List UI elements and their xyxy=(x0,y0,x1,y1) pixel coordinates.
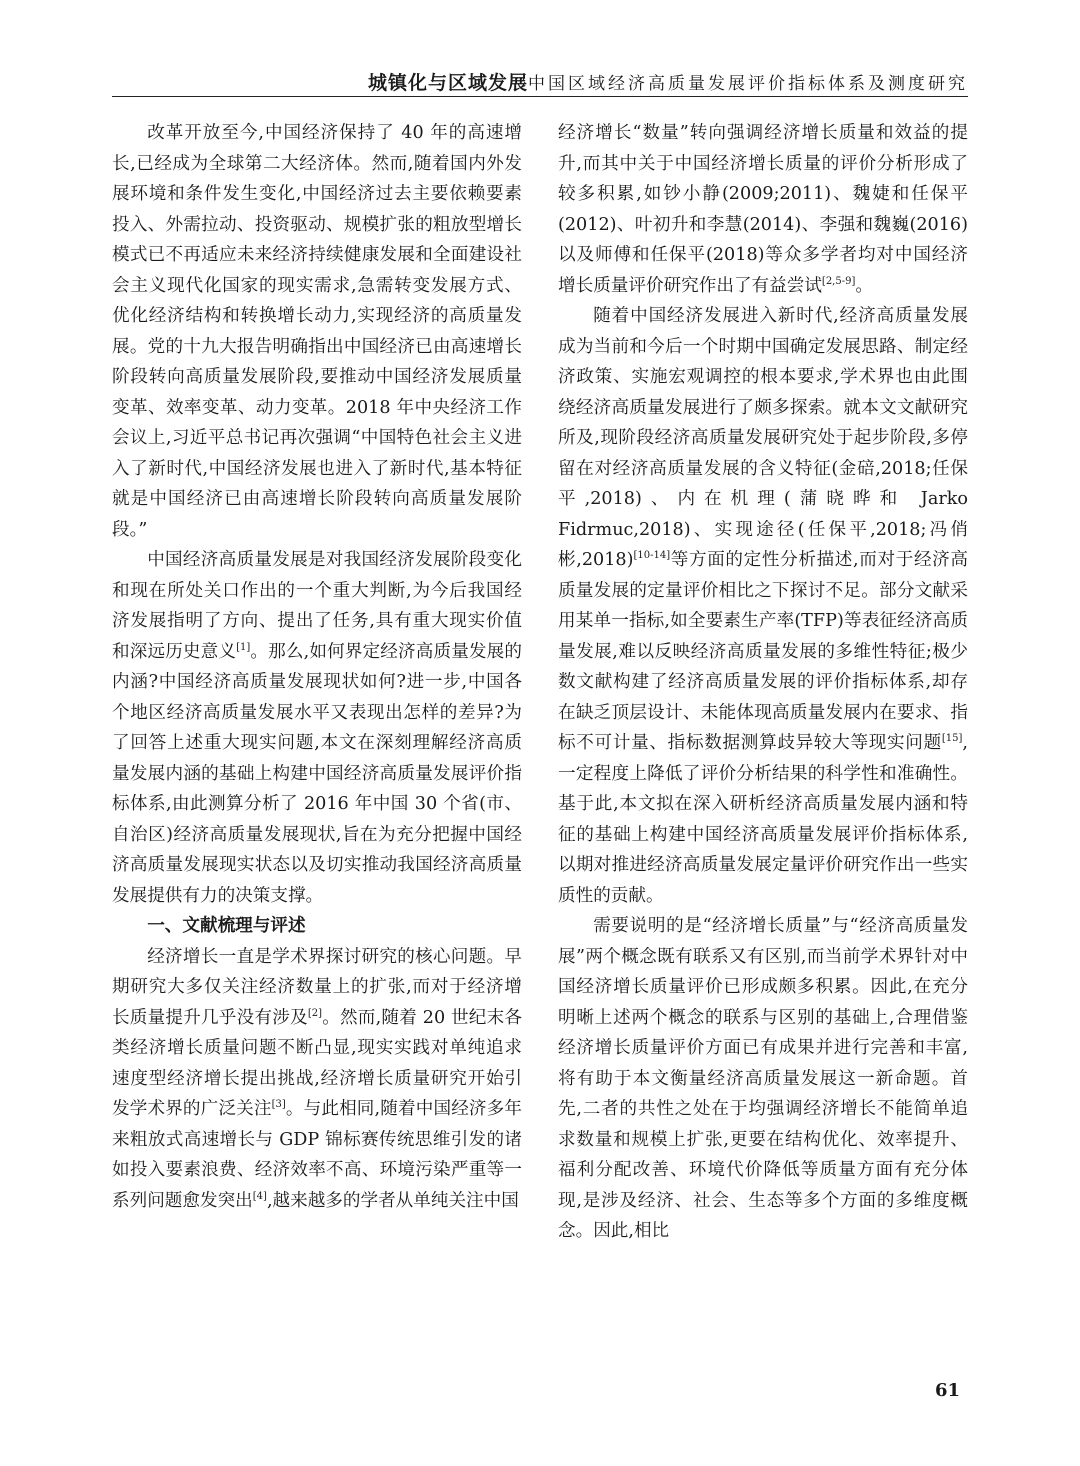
right-column xyxy=(558,118,968,1247)
paragraph: 中国经济高质量发展是对我国经济发展阶段变化和现在所处关口作出的一个重大判断,为今后我国经济发展指明了方向、提出了任务,具有重大现实价值和深远历史意义[1]。那么,如何界定经济高质量发展的内涵?中国经济高质量发展现状如何?进一步,中国各个地区经济高质量发展水平又表现出怎样的差异?为了回答上述重大现实问题,本文在深刻理解经济高质量发展内涵的基础上构建中国经济高质量发展评价指标体系,由此测算分析了 2016 年中国 30 个省(市、自治区)经济高质量发展现状,旨在为充分把握中国经济高质量发展现实状态以及切实推动我国经济高质量发展提供有力的决策支撑。 xyxy=(112,550,522,906)
citation: [10-14] xyxy=(633,550,671,561)
paragraph: 随着中国经济发展进入新时代,经济高质量发展成为当前和今后一个时期中国确定发展思路、制定经济政策、实施宏观调控的根本要求,学术界也由此围绕经济高质量发展进行了颇多探索。就本文文献研究所及,现阶段经济高质量发展研究处于起步阶段,多停留在对经济高质量发展的含义特征(金碚,2018;任保平,2018)、内在机理(蒲晓晔和 Jarko Fidrmuc,2018)、实现途径(任保平,2018;冯俏彬,2018)[10-14]等方面的定性分析描述,而对于经济高质量发展的定量评价相比之下探讨不足。部分文献采用某单一指标,如全要素生产率(TFP)等表征经济高质量发展,难以反映经济高质量发展的多维性特征;极少数文献构建了经济高质量发展的评价指标体系,却存在缺乏顶层设计、未能体现高质量发展内在要求、指标不可计量、指标数据测算歧异较大等现实问题[15],一定程度上降低了评价分析结果的科学性和准确性。基于此,本文拟在深入研析经济高质量发展内涵和特征的基础上构建中国经济高质量发展评价指标体系,以期对推进经济高质量发展定量评价研究作出一些实质性的贡献。 xyxy=(558,306,968,906)
citation: [2] xyxy=(307,1007,322,1019)
paragraph: 需要说明的是“经济增长质量”与“经济高质量发展”两个概念既有联系又有区别,而当前学术界针对中国经济增长质量评价已形成颇多积累。因此,在充分明晰上述两个概念的联系与区别的基础上,合理借鉴经济增长质量评价方面已有成果并进行完善和丰富,将有助于本文衡量经济高质量发展这一新命题。首先,二者的共性之处在于均强调经济增长不能简单追求数量和规模上扩张,更要在结构优化、效率提升、福利分配改善、环境代价降低等质量方面有充分体现,是涉及经济、社会、生态等多个方面的多维度概念。因此,相比 xyxy=(558,916,968,1241)
citation: [2,5-9] xyxy=(821,275,856,287)
paragraph: 经济增长一直是学术界探讨研究的核心问题。早期研究大多仅关注经济数量上的扩张,而对于经济增长质量提升几乎没有涉及[2]。然而,随着 20 世纪末各类经济增长质量问题不断凸显,现实实践对单纯追求速度型经济增长提出挑战,经济增长质量研究开始引发学术界的广泛关注[3]。与此相同,随着中国经济多年来粗放式高速增长与 GDP 锦标赛传统思维引发的诸如投入要素浪费、经济效率不高、环境污染严重等一系列问题愈发突出[4],越来越多的学者从单纯关注中国 xyxy=(112,946,522,1211)
section-heading: 一、文献梳理与评述 xyxy=(147,916,306,936)
left-column xyxy=(112,118,522,1216)
article-title: 中国区域经济高质量发展评价指标体系及测度研究 xyxy=(528,74,968,94)
citation: [4] xyxy=(252,1190,267,1202)
running-header xyxy=(112,60,968,97)
paragraph: 改革开放至今,中国经济保持了 40 年的高速增长,已经成为全球第二大经济体。然而,随着国内外发展环境和条件发生变化,中国经济过去主要依赖要素投入、外需拉动、投资驱动、规模扩张的粗放型增长模式已不再适应未来经济持续健康发展和全面建设社会主义现代化国家的现实需求,急需转变发展方式、优化经济结构和转换增长动力,实现经济的高质量发展。党的十九大报告明确指出中国经济已由高速增长阶段转向高质量发展阶段,要推动中国经济发展质量变革、效率变革、动力变革。2018 年中央经济工作会议上,习近平总书记再次强调“中国特色社会主义进入了新时代,中国经济发展也进入了新时代,基本特征就是中国经济已由高速增长阶段转向高质量发展阶段。” xyxy=(112,123,522,540)
citation: [3] xyxy=(271,1099,286,1110)
citation: [1] xyxy=(236,641,251,653)
citation: [15] xyxy=(941,733,963,744)
page-number: 61 xyxy=(934,1380,960,1401)
section-title: 城镇化与区域发展 xyxy=(367,72,528,94)
paragraph: 经济增长“数量”转向强调经济增长质量和效益的提升,而其中关于中国经济增长质量的评价分析形成了较多积累,如钞小静(2009;2011)、魏婕和任保平(2012)、叶初升和李慧(2014)、李强和魏巍(2016)以及师傅和任保平(2018)等众多学者均对中国经济增长质量评价研究作出了有益尝试[2,5-9]。 xyxy=(558,123,968,296)
